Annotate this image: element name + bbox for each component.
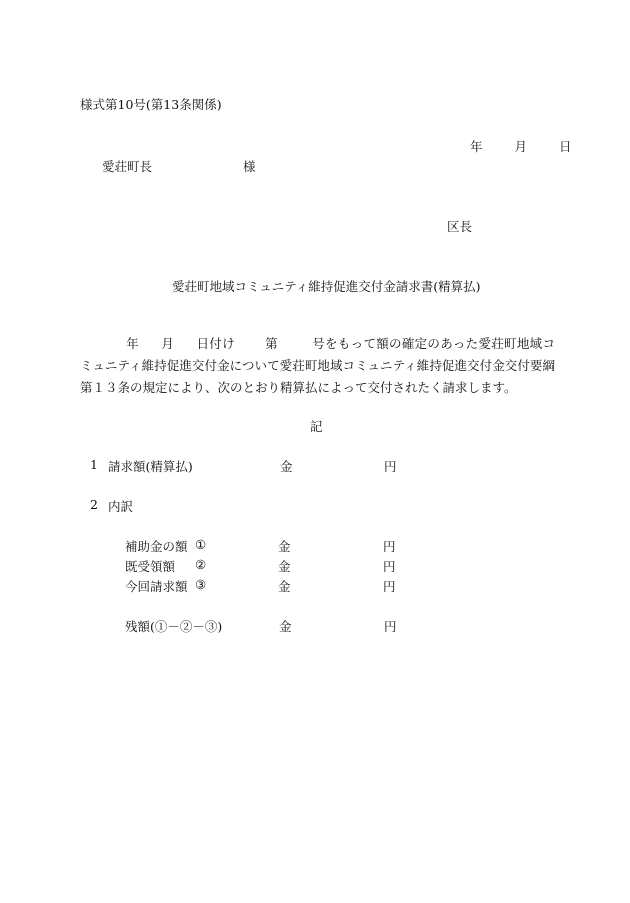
- date-year: 年: [470, 139, 483, 154]
- breakdown-kin-2: 金: [278, 559, 291, 574]
- breakdown-yen-3: 円: [383, 579, 396, 594]
- breakdown-kin-3: 金: [278, 579, 291, 594]
- section2-number: 2: [90, 497, 98, 512]
- breakdown-kin-1: 金: [278, 539, 291, 554]
- breakdown-yen-1: 円: [383, 539, 396, 554]
- remainder-label: 残額(①－②－③): [125, 619, 223, 634]
- sender-title: 区長: [447, 219, 473, 234]
- remainder-kin: 金: [279, 619, 292, 634]
- breakdown-label-3: 今回請求額: [125, 579, 188, 594]
- body-month: 月: [161, 336, 175, 351]
- breakdown-mark-3: ③: [195, 577, 207, 592]
- section1-label: 請求額(精算払): [108, 459, 193, 474]
- date-month: 月: [514, 139, 527, 154]
- form-number: 様式第10号(第13条関係): [80, 97, 222, 112]
- body-day: 日付け: [196, 336, 235, 351]
- breakdown-yen-2: 円: [383, 559, 396, 574]
- body-paragraph: [80, 333, 555, 399]
- section1-yen: 円: [384, 459, 397, 474]
- breakdown-label-2: 既受領額: [125, 559, 176, 574]
- date-day: 日: [558, 139, 572, 154]
- ki-heading: 記: [310, 419, 323, 434]
- body-no-prefix: 第: [264, 336, 278, 351]
- date-line: [470, 137, 571, 155]
- addressee-name: 愛荘町長: [102, 159, 153, 174]
- section1-kin: 金: [280, 459, 293, 474]
- addressee-honorific: 様: [243, 159, 256, 174]
- section1-number: 1: [90, 457, 98, 472]
- document-title: 愛荘町地域コミュニティ維持促進交付金請求書(精算払): [172, 279, 481, 294]
- breakdown-mark-2: ②: [195, 557, 207, 572]
- section2-label: 内訳: [108, 499, 134, 514]
- body-year: 年: [126, 336, 140, 351]
- remainder-yen: 円: [384, 619, 397, 634]
- breakdown-label-1: 補助金の額: [125, 539, 188, 554]
- breakdown-mark-1: ①: [195, 537, 207, 552]
- body-text: 号をもって額の確定のあった愛荘町地域コミュニティ維持促進交付金について愛荘町地域コミュニティ維持促進交付金交付要綱第１３条の規定により、次のとおり精算払によって交付されたく請求します。: [80, 336, 555, 395]
